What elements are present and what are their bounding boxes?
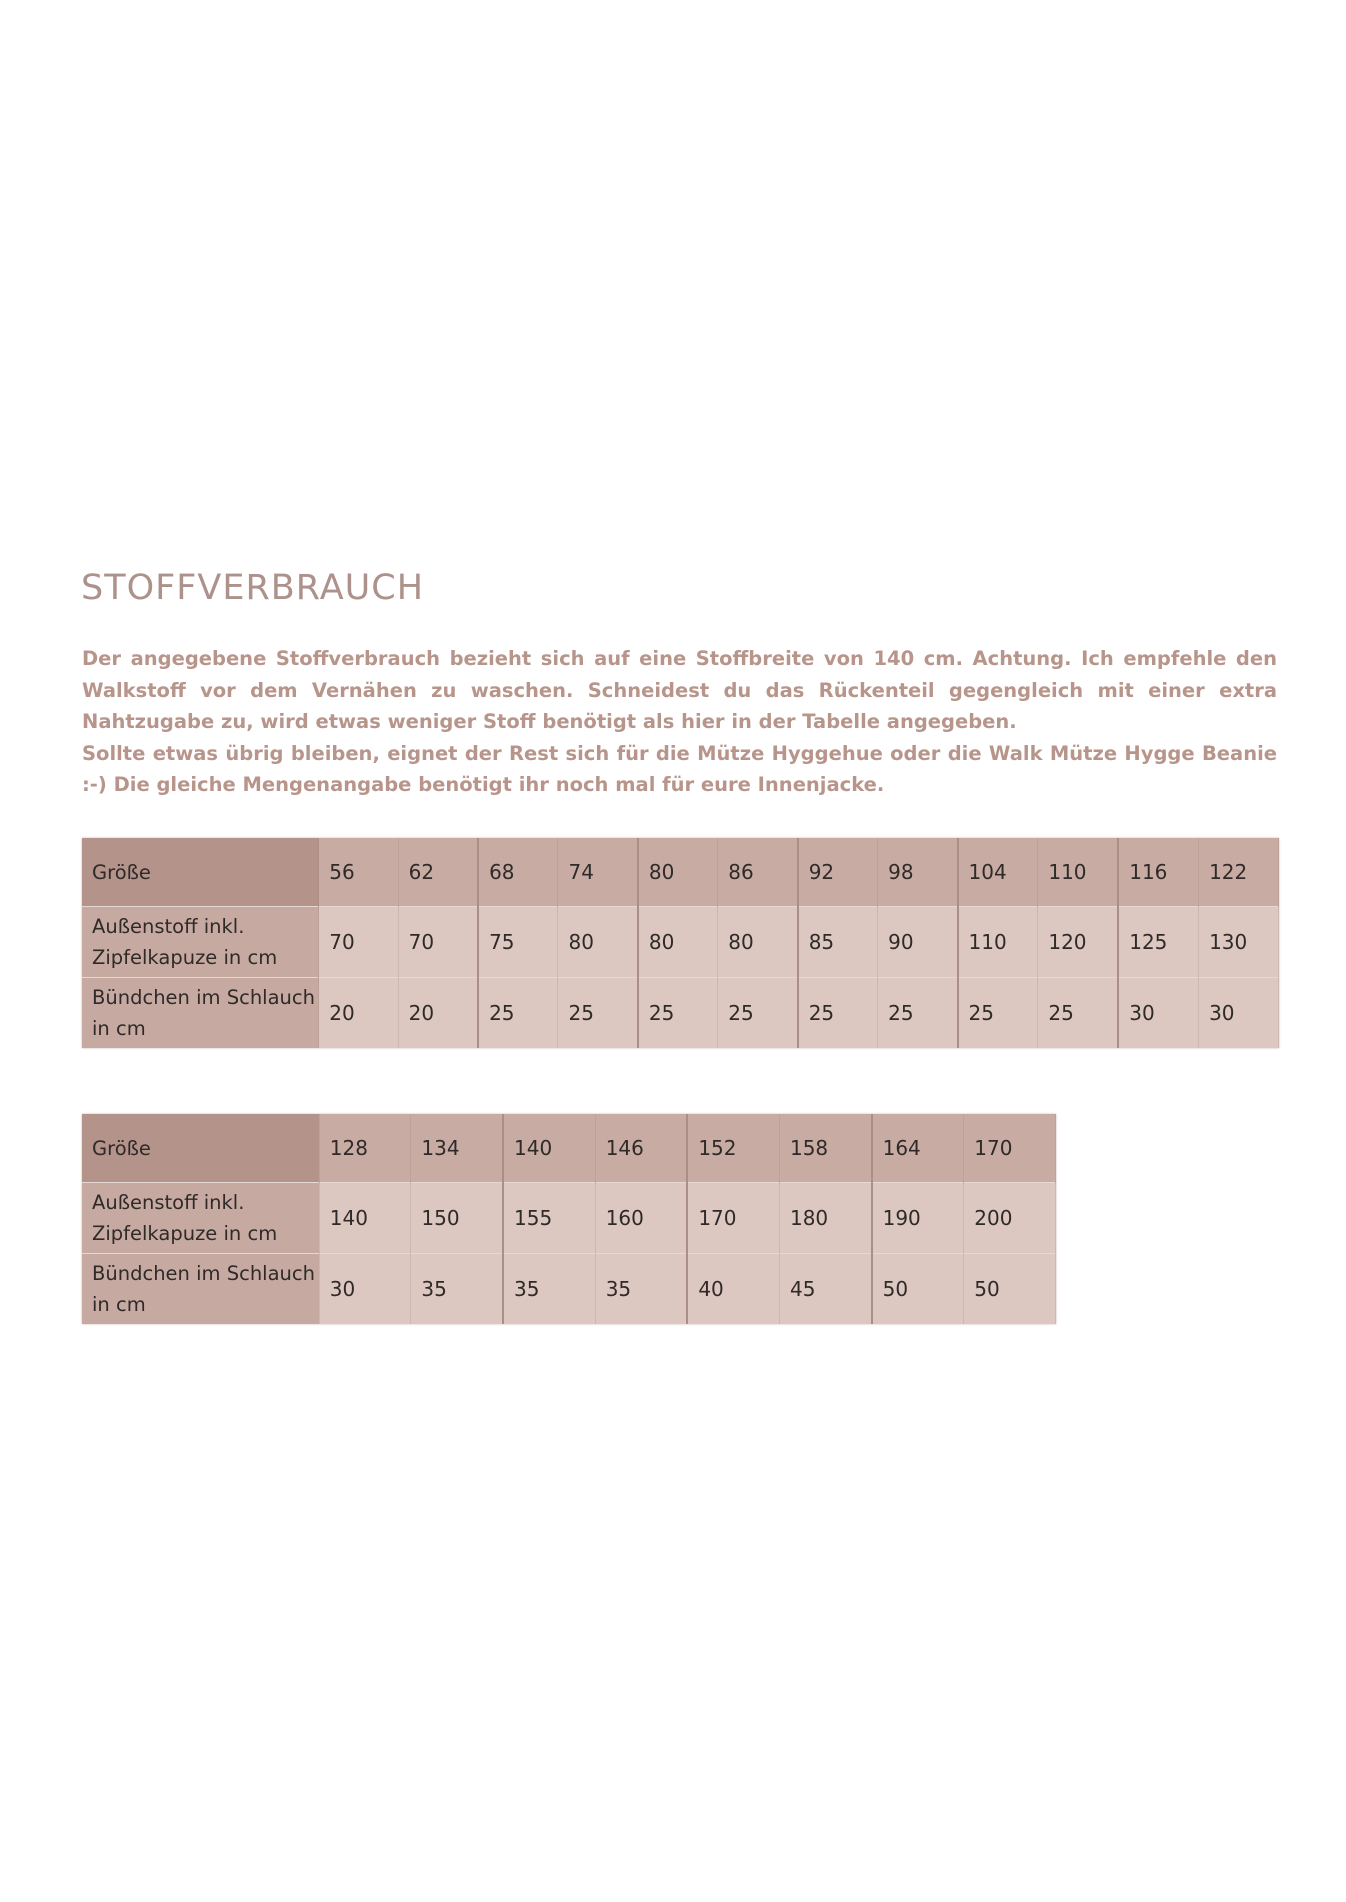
value-cell: 30 [319,1254,411,1325]
value-cell: 25 [1038,978,1118,1049]
table-row [82,1183,1056,1254]
size-cell: 110 [1038,838,1118,907]
value-cell: 80 [718,907,798,978]
value-cell: 25 [478,978,558,1049]
size-cell: 146 [595,1114,687,1183]
value-cell: 80 [638,907,718,978]
value-cell: 45 [779,1254,871,1325]
value-cell: 190 [872,1183,964,1254]
size-cell: 62 [398,838,478,907]
value-cell: 80 [558,907,638,978]
value-cell: 25 [558,978,638,1049]
size-cell: 104 [958,838,1038,907]
size-cell: 80 [638,838,718,907]
fabric-table-small-sizes [82,838,1279,1048]
row-label: Bündchen im Schlauch in cm [82,1254,319,1325]
value-cell: 35 [595,1254,687,1325]
table-row [82,978,1279,1049]
value-cell: 50 [964,1254,1056,1325]
value-cell: 70 [398,907,478,978]
value-cell: 20 [319,978,398,1049]
page-title: STOFFVERBRAUCH [81,568,425,608]
value-cell: 200 [964,1183,1056,1254]
size-cell: 74 [558,838,638,907]
value-cell: 130 [1199,907,1279,978]
size-cell: 122 [1199,838,1279,907]
intro-text: Sollte etwas übrig bleiben, eignet der Rest sich für die Mütze Hyggehue oder die Walk Mütze Hygge Beanie :-) Die gleiche Mengenangabe benötigt ihr noch mal für eure Innenjacke. [82,741,1277,796]
value-cell: 160 [595,1183,687,1254]
value-cell: 35 [503,1254,595,1325]
size-cell: 98 [878,838,958,907]
value-cell: 110 [958,907,1038,978]
value-cell: 155 [503,1183,595,1254]
value-cell: 25 [638,978,718,1049]
size-cell: 92 [798,838,878,907]
intro-paragraph [82,643,1277,801]
value-cell: 75 [478,907,558,978]
value-cell: 25 [798,978,878,1049]
value-cell: 180 [779,1183,871,1254]
value-cell: 120 [1038,907,1118,978]
value-cell: 150 [411,1183,503,1254]
size-cell: 152 [687,1114,779,1183]
value-cell: 170 [687,1183,779,1254]
size-cell: 68 [478,838,558,907]
value-cell: 90 [878,907,958,978]
row-label: Größe [82,838,319,907]
value-cell: 35 [411,1254,503,1325]
value-cell: 25 [718,978,798,1049]
value-cell: 30 [1118,978,1198,1049]
value-cell: 30 [1199,978,1279,1049]
size-cell: 56 [319,838,398,907]
value-cell: 25 [878,978,958,1049]
row-label: Außenstoff inkl. Zipfelkapuze in cm [82,1183,319,1254]
size-cell: 164 [872,1114,964,1183]
value-cell: 85 [798,907,878,978]
row-label: Größe [82,1114,319,1183]
value-cell: 40 [687,1254,779,1325]
intro-text: Der angegebene Stoffverbrauch bezieht sich auf eine Stoffbreite von 140 cm. Achtung. Ich empfehle den Walkstoff vor dem Vernähen zu waschen. Schneidest du das Rückenteil gegengleich mit einer extra Nahtzugabe zu, wird etwas weniger Stoff benötigt als hier in der Tabelle angegeben. [82,647,1277,733]
table-header-row [82,838,1279,907]
value-cell: 50 [872,1254,964,1325]
table-row [82,907,1279,978]
value-cell: 70 [319,907,398,978]
size-cell: 140 [503,1114,595,1183]
size-cell: 86 [718,838,798,907]
row-label: Bündchen im Schlauch in cm [82,978,319,1049]
value-cell: 20 [398,978,478,1049]
fabric-table-large-sizes [82,1114,1056,1324]
size-cell: 128 [319,1114,411,1183]
table-row [82,1254,1056,1325]
value-cell: 25 [958,978,1038,1049]
value-cell: 125 [1118,907,1198,978]
table-header-row [82,1114,1056,1183]
row-label: Außenstoff inkl. Zipfelkapuze in cm [82,907,319,978]
value-cell: 140 [319,1183,411,1254]
size-cell: 134 [411,1114,503,1183]
size-cell: 158 [779,1114,871,1183]
size-cell: 116 [1118,838,1198,907]
size-cell: 170 [964,1114,1056,1183]
